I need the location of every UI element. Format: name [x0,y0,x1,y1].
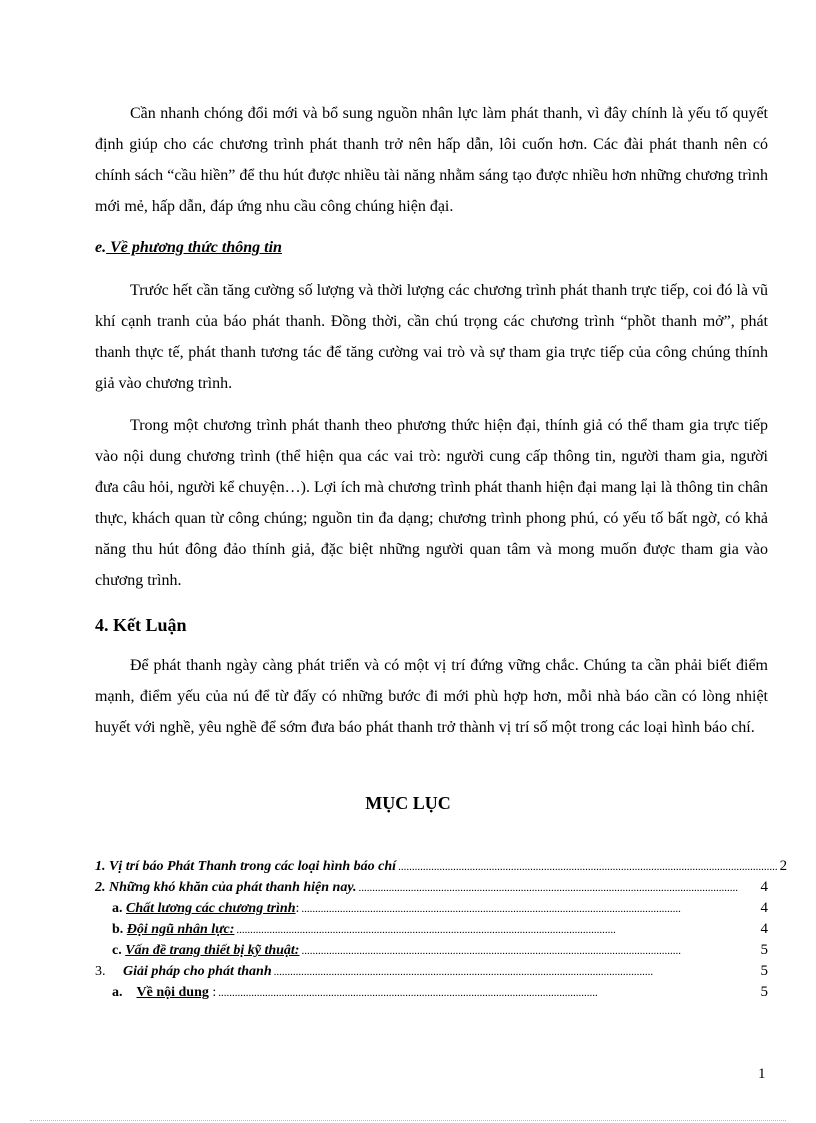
toc-leader-dots: .......................................................................................................................................... [236,924,616,936]
toc-entry[interactable] [95,961,768,982]
section-heading-e-title: Về phương thức thông tin [106,239,282,256]
paragraph-modern-method: Trong một chương trình phát thanh theo phương thức hiện đại, thính giả có thể tham gia trực tiếp vào nội dung chương trình (thể hiện qua các vai trò: người cung cấp thông tin, người tham gia, người đưa câu hỏi, người kể chuyện…). Lợi ích mà chương trình phát thanh hiện đại mang lại là thông tin chân thực, khách quan từ công chúng; nguồn tin đa dạng; chương trình phong phú, có yếu tố bất ngờ, có khả năng thu hút đông đảo thính giả, đặc biệt những người quan tâm và mong muốn được tham gia vào chương trình. [95,417,768,589]
page-number: 1 [758,1066,766,1082]
toc-leader-dots: .......................................................................................................................................... [218,987,598,999]
toc-title: MỤC LỤC [365,793,451,813]
toc-leader-dots: .......................................................................................................................................... [398,861,778,873]
paragraph-human-resources: Cần nhanh chóng đổi mới và bổ sung nguồn nhân lực làm phát thanh, vì đây chính là yếu tố quyết định giúp cho các chương trình phát thanh trở nên hấp dẫn, lôi cuốn hơn. Các đài phát thanh nên có chính sách “cầu hiền” để thu hút được nhiều tài năng nhằm sáng tạo được nhiều hơn những chương trình mới mẻ, hấp dẫn, đáp ứng nhu cầu công chúng hiện đại. [95,105,768,215]
toc-entry[interactable] [95,919,768,940]
toc-entry[interactable] [95,877,768,898]
toc-entry-label: a. Về nội dung : [112,985,217,1000]
toc-leader-dots: .......................................................................................................................................... [273,966,654,978]
paragraph-live-programs: Trước hết cần tăng cường số lượng và thời lượng các chương trình phát thanh trực tiếp, coi đó là vũ khí cạnh tranh của báo phát thanh. Đồng thời, cần chú trọng các chương trình “phồt thanh mở”, phát thanh thực tế, phát thanh tương tác để tăng cường vai trò và sự tham gia trực tiếp của công chúng thính giả vào chương trình. [95,282,768,392]
toc-entry-label: b. Đội ngũ nhân lực: [112,922,235,937]
toc-page-number: 5 [760,942,768,958]
toc-page-number: 5 [760,984,768,1000]
toc-page-number: 4 [760,921,768,937]
toc-entry-label: 3. Giải pháp cho phát thanh [95,964,272,979]
toc-entry-label: 2. Những khó khăn của phát thanh hiện nay. [95,880,357,895]
toc-leader-dots: .......................................................................................................................................... [358,882,739,894]
section-heading-e [95,236,282,260]
paragraph-conclusion: Để phát thanh ngày càng phát triển và có một vị trí đứng vững chắc. Chúng ta cần phải biết điểm mạnh, điểm yếu của nú để từ đấy có những bước đi mới phù hợp hơn, mỗi nhà báo cần có lòng nhiệt huyết với nghề, yêu nghề để sớm đưa báo phát thanh trở thành vị trí số một trong các loại hình báo chí. [95,657,768,736]
section-heading-e-prefix: e. [95,239,107,256]
toc-entry-label: c. Vấn đề trang thiết bị kỹ thuật: [112,943,300,958]
toc-entry-label: 1. Vị trí báo Phát Thanh trong các loại hình báo chí [95,859,397,874]
table-of-contents [95,856,788,1003]
toc-leader-dots: .......................................................................................................................................... [301,903,681,915]
toc-page-number: 4 [760,879,768,895]
toc-page-number: 5 [760,963,768,979]
toc-entry[interactable] [95,898,768,919]
conclusion-heading: 4. Kết Luận [95,615,187,635]
toc-page-number: 4 [760,900,768,916]
toc-entry[interactable] [95,940,768,961]
page-bottom-divider [30,1120,786,1121]
toc-entry[interactable] [95,982,768,1003]
toc-leader-dots: .......................................................................................................................................... [301,945,681,957]
toc-entry-label: a. Chất lương các chương trình: [112,901,300,916]
toc-page-number: 2 [779,858,788,874]
toc-entry[interactable] [95,856,788,877]
